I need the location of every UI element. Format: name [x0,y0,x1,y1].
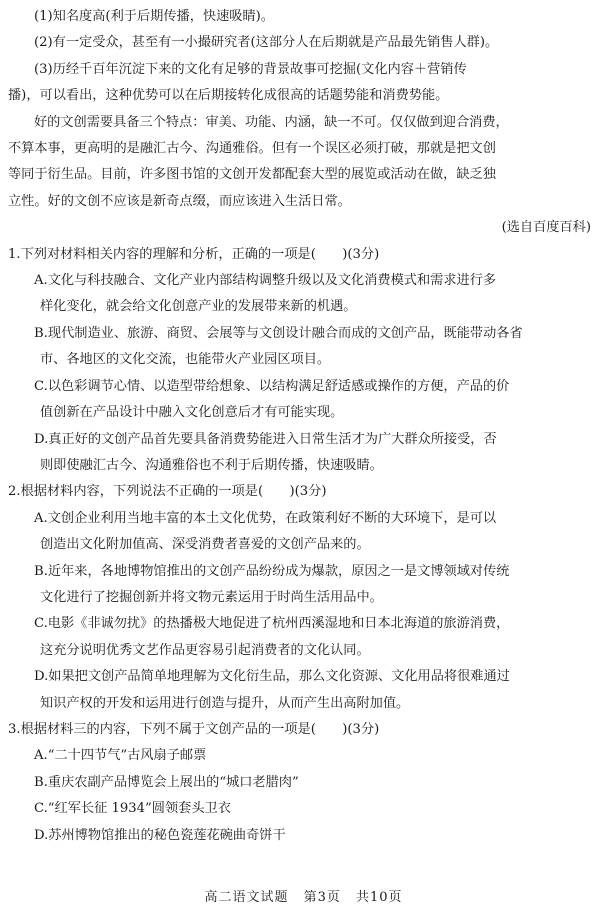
option-continuation: 市、各地区的文化交流，也能带火产业园区项目。 [40,352,331,368]
material-line: 不算本事，更高明的是融汇古今、沟通雅俗。但有一个误区必须打破，那就是把文创 [8,141,496,157]
option-continuation: 样化变化，就会给文化创意产业的发展带来新的机遇。 [40,299,357,315]
option-line: D.如果把文创产品简单地理解为文化衍生品，那么文化资源、文化用品将很难通过 [34,669,510,685]
option-line: A.文化与科技融合、文化产业内部结构调整升级以及文化消费模式和需求进行多 [34,273,497,289]
question-stem: 1.下列对材料相关内容的理解和分析，正确的一项是( )(3分) [8,246,380,262]
question-1 [8,242,593,480]
option-line: D.苏州博物馆推出的秘色瓷莲花碗曲奇饼干 [34,827,286,843]
option-line: C.“红军长征 1934”圆领套头卫衣 [34,801,231,817]
question-2 [8,479,593,717]
question-stem: 3.根据材料三的内容，下列不属于文创产品的一项是( )(3分) [8,721,380,737]
material-line: 播)，可以看出，这种优势可以在后期接转化成很高的话题势能和消费势能。 [8,88,449,104]
reading-material [8,4,593,242]
footer-total-pages: 共10页 [356,890,403,905]
option-continuation: 文化进行了挖掘创新并将文物元素运用于时尚生活用品中。 [40,589,383,605]
material-line: (2)有一定受众，甚至有一小撮研究者(这部分人在后期就是产品最先销售人群)。 [34,35,499,51]
source-citation: (选自百度百科) [501,220,591,236]
option-line: C.电影《非诚勿扰》的热播极大地促进了杭州西溪湿地和日本北海道的旅游消费， [34,616,510,632]
option-line: B.现代制造业、旅游、商贸、会展等与文创设计融合而成的文创产品，既能带动各省 [34,325,523,341]
material-line: (3)历经千百年沉淀下来的文化有足够的背景故事可挖掘(文化内容＋营销传 [34,61,467,77]
option-continuation: 则即使融汇古今、沟通雅俗也不利于后期传播，快速吸睛。 [40,457,383,473]
option-line: A.文创企业利用当地丰富的本土文化优势，在政策利好不断的大环境下，是可以 [34,510,497,526]
option-continuation: 知识产权的开发和运用进行创造与提升，从而产生出高附加值。 [40,695,410,711]
question-list [8,242,593,849]
option-line: A.“二十四节气”古风扇子邮票 [34,748,207,764]
material-line: (1)知名度高(利于后期传播，快速吸睛)。 [34,9,274,24]
option-line: D.真正好的文创产品首先要具备消费势能进入日常生活才为广大群众所接受，否 [34,431,497,447]
question-stem: 2.根据材料内容，下列说法不正确的一项是( )(3分) [8,484,327,500]
option-line: C.以色彩调节心情、以造型带给想象、以结构满足舒适感或操作的方便，产品的价 [34,378,510,394]
option-line: B.近年来，各地博物馆推出的文创产品纷纷成为爆款，原因之一是文博领域对传统 [34,563,510,579]
option-continuation: 这充分说明优秀文艺作品更容易引起消费者的文化认同。 [40,642,370,658]
option-continuation: 值创新在产品设计中融入文化创意后才有可能实现。 [40,405,344,421]
footer-page-number: 第3页 [303,890,341,905]
footer-subject: 高二语文试题 [204,890,289,905]
material-line: 等同于衍生品。目前，许多图书馆的文创开发都配套大型的展览或活动在做，缺乏独 [8,167,496,183]
material-line: 立性。好的文创不应该是新奇点缀，而应该进入生活日常。 [8,193,351,209]
material-line: 好的文创需要具备三个特点：审美、功能、内涵，缺一不可。仅仅做到迎合消费， [34,114,509,130]
option-line: B.重庆农副产品博览会上展出的“城口老腊肉” [34,774,299,790]
page-footer [0,886,607,905]
question-3 [8,717,593,849]
option-continuation: 创造出文化附加值高、深受消费者喜爱的文创产品来的。 [40,537,370,553]
